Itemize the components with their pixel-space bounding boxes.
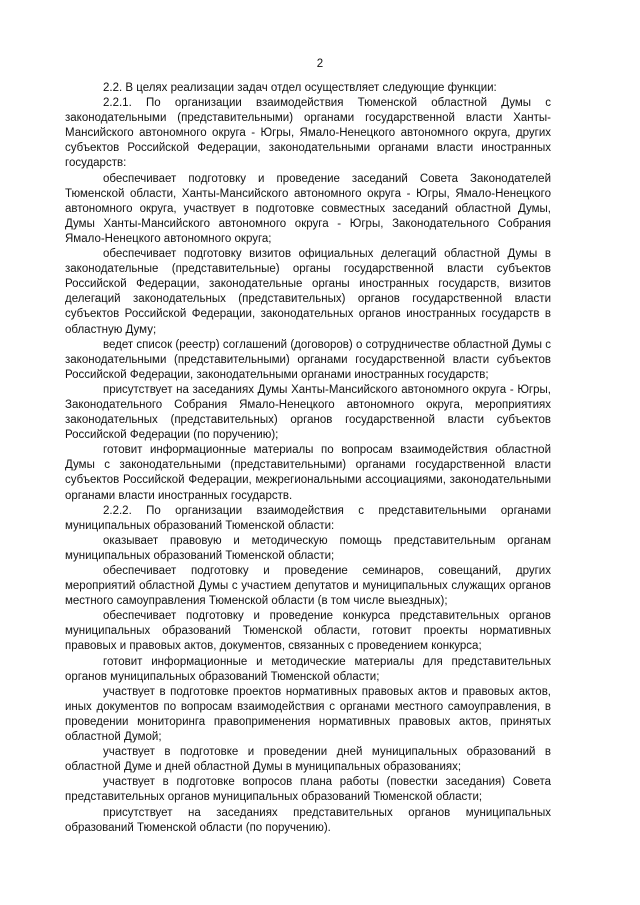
paragraph-attends-sessions: присутствует на заседаниях Думы Ханты-Мансийского автономного округа - Югры, Законодательного Собрания Ямало-Ненецкого автономного округа, мероприятиях законодательных (представительных) органов государственной власти субъектов Российской Федерации (по поручению); [65,383,551,442]
paragraph-draft-acts: участвует в подготовке проектов нормативных правовых актов и правовых актов, иных документов по вопросам взаимодействия с органами местного самоуправления, в проведении мониторинга правоприменения нормативных правовых актов, принятых областной Думой; [65,685,551,744]
paragraph-seminars: обеспечивает подготовку и проведение семинаров, совещаний, других мероприятий областной Думы с участием депутатов и муниципальных служащих органов местного самоуправления Тюменской области (в том числе выездных); [65,565,551,608]
paragraph-2-2-2: 2.2.2. По организации взаимодействия с представительными органами муниципальных образований Тюменской области: [65,504,551,532]
paragraph-competition: обеспечивает подготовку и проведение конкурса представительных органов муниципальных образований Тюменской области, готовит проекты нормативных правовых и правовых актов, документов, связанных с проведением конкурса; [65,610,551,653]
paragraph-information-materials: готовит информационные материалы по вопросам взаимодействия областной Думы с законодательными (представительными) органами государственной власти субъектов Российской Федерации, межрегиональными ассоциациями, законодательными органами власти иностранных государств. [65,444,551,502]
paragraph-2-2: 2.2. В целях реализации задач отдел осуществляет следующие функции: [103,82,497,94]
paragraph-legal-assistance: оказывает правовую и методическую помощь представительным органам муниципальных образований Тюменской области; [65,534,551,562]
paragraph-2-2-1: 2.2.1. По организации взаимодействия Тюменской областной Думы с законодательными (представительными) органами государственной власти Ханты-Мансийского автономного округа - Югры, Ямало-Ненецкого автономного округа, других субъектов Российской Федерации, законодательными органами власти иностранных государств: [65,97,551,170]
paragraph-attends-municipal-sessions: присутствует на заседаниях представительных органов муниципальных образований Тюменской области (по поручению). [65,806,551,834]
paragraph-work-plan: участвует в подготовке вопросов плана работы (повестки заседания) Совета представительных органов муниципальных образований Тюменской области; [65,776,551,804]
paragraph-delegation-visits: обеспечивает подготовку визитов официальных делегаций областной Думы в законодательные (представительные) органы государственной власти субъектов Российской Федерации, законодательные органы иностранных государств, визитов делегаций законодательных (представительных) органов государственной власти субъектов Российской Федерации, законодательных органов иностранных государств в областную Думу; [65,248,551,336]
paragraph-agreements-registry: ведет список (реестр) соглашений (договоров) о сотрудничестве областной Думы с законодательными (представительными) органами государственной власти субъектов Российской Федерации, законодательными органами иностранных государств; [65,338,551,381]
document-body [65,81,551,836]
paragraph-council-sessions: обеспечивает подготовку и проведение заседаний Совета Законодателей Тюменской области, Ханты-Мансийского автономного округа - Югры, Ямало-Ненецкого автономного округа, участвует в подготовке совместных заседаний областной Думы, Думы Ханты-Мансийского автономного округа - Югры, Законодательного Собрания Ямало-Ненецкого автономного округа; [65,172,551,245]
paragraph-methodical-materials: готовит информационные и методические материалы для представительных органов муниципальных образований Тюменской области; [65,655,551,683]
page-number: 2 [316,58,324,70]
paragraph-municipal-days: участвует в подготовке и проведении дней муниципальных образований в областной Думе и дней областной Думы в муниципальных образованиях; [65,746,551,774]
